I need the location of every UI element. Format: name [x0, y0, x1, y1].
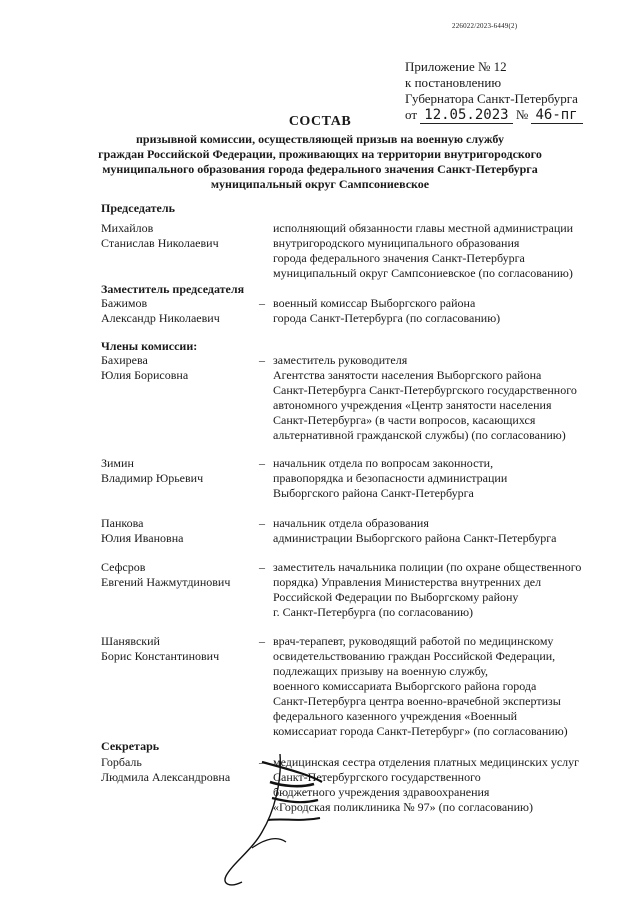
- section-members: Члены комиссии:: [101, 339, 198, 353]
- position-line: заместитель начальника полиции (по охране общественного: [273, 560, 582, 574]
- dash: –: [259, 634, 265, 648]
- decree-date: 12.05.2023: [420, 107, 512, 124]
- member-name: [101, 560, 261, 590]
- position-line: Санкт-Петербурга» (в части вопросов, касающихся: [273, 413, 536, 427]
- position-line: бюджетного учреждения здравоохранения: [273, 785, 490, 799]
- dash: –: [259, 516, 265, 530]
- subtitle-line: призывной комиссии, осуществляющей призыв на военную службу: [136, 132, 504, 146]
- member-position: [273, 456, 618, 501]
- dash: –: [259, 560, 265, 574]
- surname: Горбаль: [101, 755, 142, 769]
- position-line: Агентства занятости населения Выборгского района: [273, 368, 542, 382]
- position-line: правопорядка и безопасности администрации: [273, 471, 508, 485]
- given-names: Юлия Борисовна: [101, 368, 189, 382]
- surname: Панкова: [101, 516, 144, 530]
- given-names: Юлия Ивановна: [101, 531, 184, 545]
- position-line: освидетельствованию граждан Российской Федерации,: [273, 649, 556, 663]
- position-line: федерального казенного учреждения «Военный: [273, 709, 518, 723]
- position-line: подлежащих призыву на военную службу,: [273, 664, 489, 678]
- position-line: Российской Федерации по Выборгскому району: [273, 590, 519, 604]
- position-line: Санкт-Петербурга Санкт-Петербургского государственного: [273, 383, 577, 397]
- section-chairman: Председатель: [101, 201, 175, 215]
- dash: –: [259, 296, 265, 310]
- given-names: Александр Николаевич: [101, 311, 220, 325]
- member-name: [101, 353, 261, 383]
- position-line: «Городская поликлиника № 97» (по согласованию): [273, 800, 533, 814]
- position-line: исполняющий обязанности главы местной администрации: [273, 221, 574, 235]
- position-line: внутригородского муниципального образования: [273, 236, 520, 250]
- appendix-line-1: Приложение № 12: [405, 59, 507, 74]
- document-title: СОСТАВ: [288, 114, 352, 129]
- given-names: Людмила Александровна: [101, 770, 231, 784]
- registration-number: 226022/2023-6449(2): [452, 22, 518, 30]
- given-names: Владимир Юрьевич: [101, 471, 204, 485]
- subtitle-line: муниципальный округ Сампсониевское: [210, 177, 430, 191]
- surname: Бахирева: [101, 353, 148, 367]
- signature-mark: [222, 752, 342, 892]
- position-line: начальник отдела по вопросам законности,: [273, 456, 494, 470]
- position-line: администрации Выборгского района Санкт-Петербурга: [273, 531, 557, 545]
- subtitle-line: граждан Российской Федерации, проживающих на территории внутригородского: [98, 147, 542, 161]
- dash: –: [259, 456, 265, 470]
- decree-number: 46-пг: [531, 107, 583, 124]
- surname: Бажимов: [101, 296, 148, 310]
- position-line: военный комиссар Выборгского района: [273, 296, 476, 310]
- member-position: [273, 560, 618, 620]
- member-position: [273, 634, 618, 739]
- section-secretary: Секретарь: [101, 739, 160, 753]
- appendix-line-2: к постановлению: [405, 75, 502, 90]
- position-line: начальник отдела образования: [273, 516, 429, 530]
- position-line: Санкт-Петербурга центра военно-врачебной экспертизы: [273, 694, 561, 708]
- surname: Зимин: [101, 456, 134, 470]
- member-position: [273, 221, 618, 281]
- member-name: [101, 634, 261, 664]
- member-name: [101, 516, 261, 546]
- position-line: врач-терапевт, руководящий работой по медицинскому: [273, 634, 554, 648]
- date-prefix: от: [405, 107, 418, 122]
- given-names: Евгений Нажмутдинович: [101, 575, 231, 589]
- number-prefix: №: [515, 107, 529, 122]
- position-line: заместитель руководителя: [273, 353, 408, 367]
- surname: Шанявский: [101, 634, 160, 648]
- position-line: Выборгского района Санкт-Петербурга: [273, 486, 474, 500]
- document-subtitle: [95, 132, 545, 192]
- member-position: [273, 296, 618, 326]
- position-line: муниципальный округ Сампсониевское (по согласованию): [273, 266, 573, 280]
- position-line: автономного учреждения «Центр занятости населения: [273, 398, 552, 412]
- appendix-line-3: Губернатора Санкт-Петербурга: [405, 91, 578, 106]
- dash: –: [259, 755, 265, 769]
- position-line: комиссариат города Санкт-Петербург» (по согласованию): [273, 724, 568, 738]
- position-line: медицинская сестра отделения платных медицинских услуг: [273, 755, 580, 769]
- position-line: города Санкт-Петербурга (по согласованию): [273, 311, 501, 325]
- position-line: порядка) Управления Министерства внутренних дел: [273, 575, 542, 589]
- member-position: [273, 353, 618, 443]
- given-names: Станислав Николаевич: [101, 236, 219, 250]
- member-name: [101, 221, 261, 251]
- subtitle-line: муниципального образования города федерального значения Санкт-Петербурга: [102, 162, 538, 176]
- surname: Михайлов: [101, 221, 154, 235]
- member-position: [273, 516, 618, 546]
- position-line: военного комиссариата Выборгского района города: [273, 679, 537, 693]
- given-names: Борис Константинович: [101, 649, 220, 663]
- surname: Сефсров: [101, 560, 146, 574]
- section-deputy: Заместитель председателя: [101, 282, 245, 296]
- member-name: [101, 296, 261, 326]
- position-line: Санкт-Петербургского государственного: [273, 770, 481, 784]
- position-line: города федерального значения Санкт-Петербурга: [273, 251, 525, 265]
- position-line: альтернативной гражданской службы) (по согласованию): [273, 428, 566, 442]
- position-line: г. Санкт-Петербурга (по согласованию): [273, 605, 474, 619]
- dash: –: [259, 353, 265, 367]
- member-name: [101, 456, 261, 486]
